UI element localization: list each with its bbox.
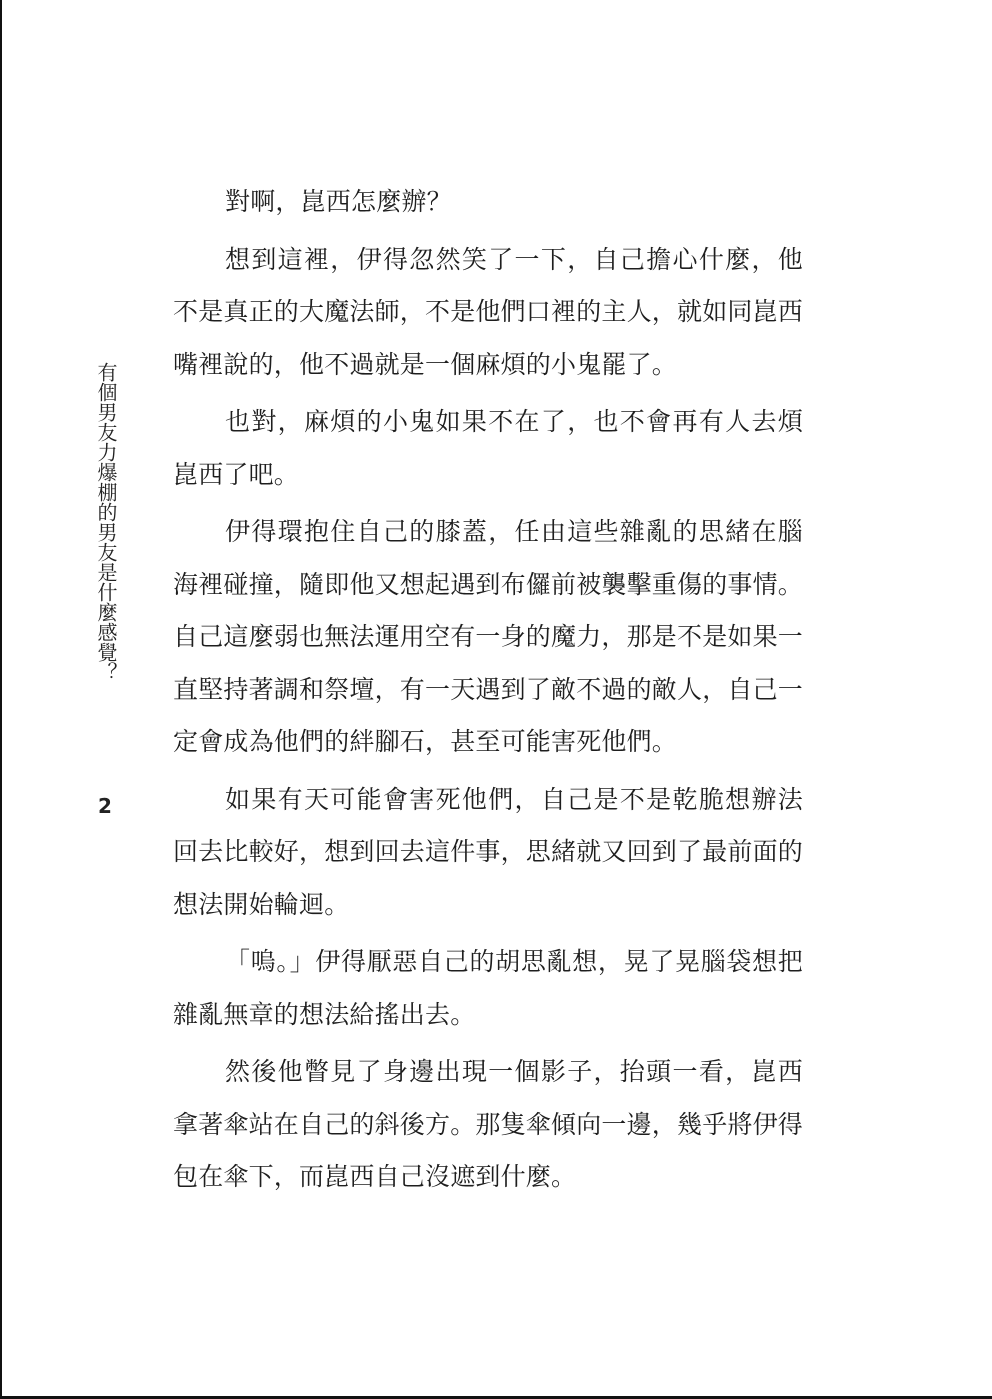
paragraph: 也對，麻煩的小鬼如果不在了，也不會再有人去煩崑西了吧。 xyxy=(173,407,803,489)
paragraph: 然後他瞥見了身邊出現一個影子，抬頭一看，崑西拿著傘站在自己的斜後方。那隻傘傾向一邊，幾乎將伊得包在傘下，而崑西自己沒遮到什麼。 xyxy=(173,1057,804,1191)
paragraph: 對啊，崑西怎麼辦？ xyxy=(225,187,452,216)
paragraph: 如果有天可能會害死他們，自己是不是乾脆想辦法回去比較好，想到回去這件事，思緒就又回到了最前面的想法開始輪迴。 xyxy=(173,784,804,919)
series-title: 有個男友力爆棚的男友是什麼感覺？ xyxy=(94,362,118,682)
paragraph: 伊得環抱住自己的膝蓋，任由這些雜亂的思緒在腦海裡碰撞，隨即他又想起遇到布儸前被襲擊重傷的事情。自己這麼弱也無法運用空有一身的魔力，那是不是如果一直堅持著調和祭壇，有一天遇到了敵不過的敵人，自己一定會成為他們的絆腳石，甚至可能害死他們。 xyxy=(173,517,804,756)
volume-number: 2 xyxy=(98,794,112,818)
paragraph: 想到這裡，伊得忽然笑了一下，自己擔心什麼，他不是真正的大魔法師，不是他們口裡的主人，就如同崑西嘴裡說的，他不過就是一個麻煩的小鬼罷了。 xyxy=(173,244,804,379)
body-text xyxy=(173,176,803,1209)
paragraph: 「嗚。」伊得厭惡自己的胡思亂想，晃了晃腦袋想把雜亂無章的想法給搖出去。 xyxy=(173,947,803,1029)
